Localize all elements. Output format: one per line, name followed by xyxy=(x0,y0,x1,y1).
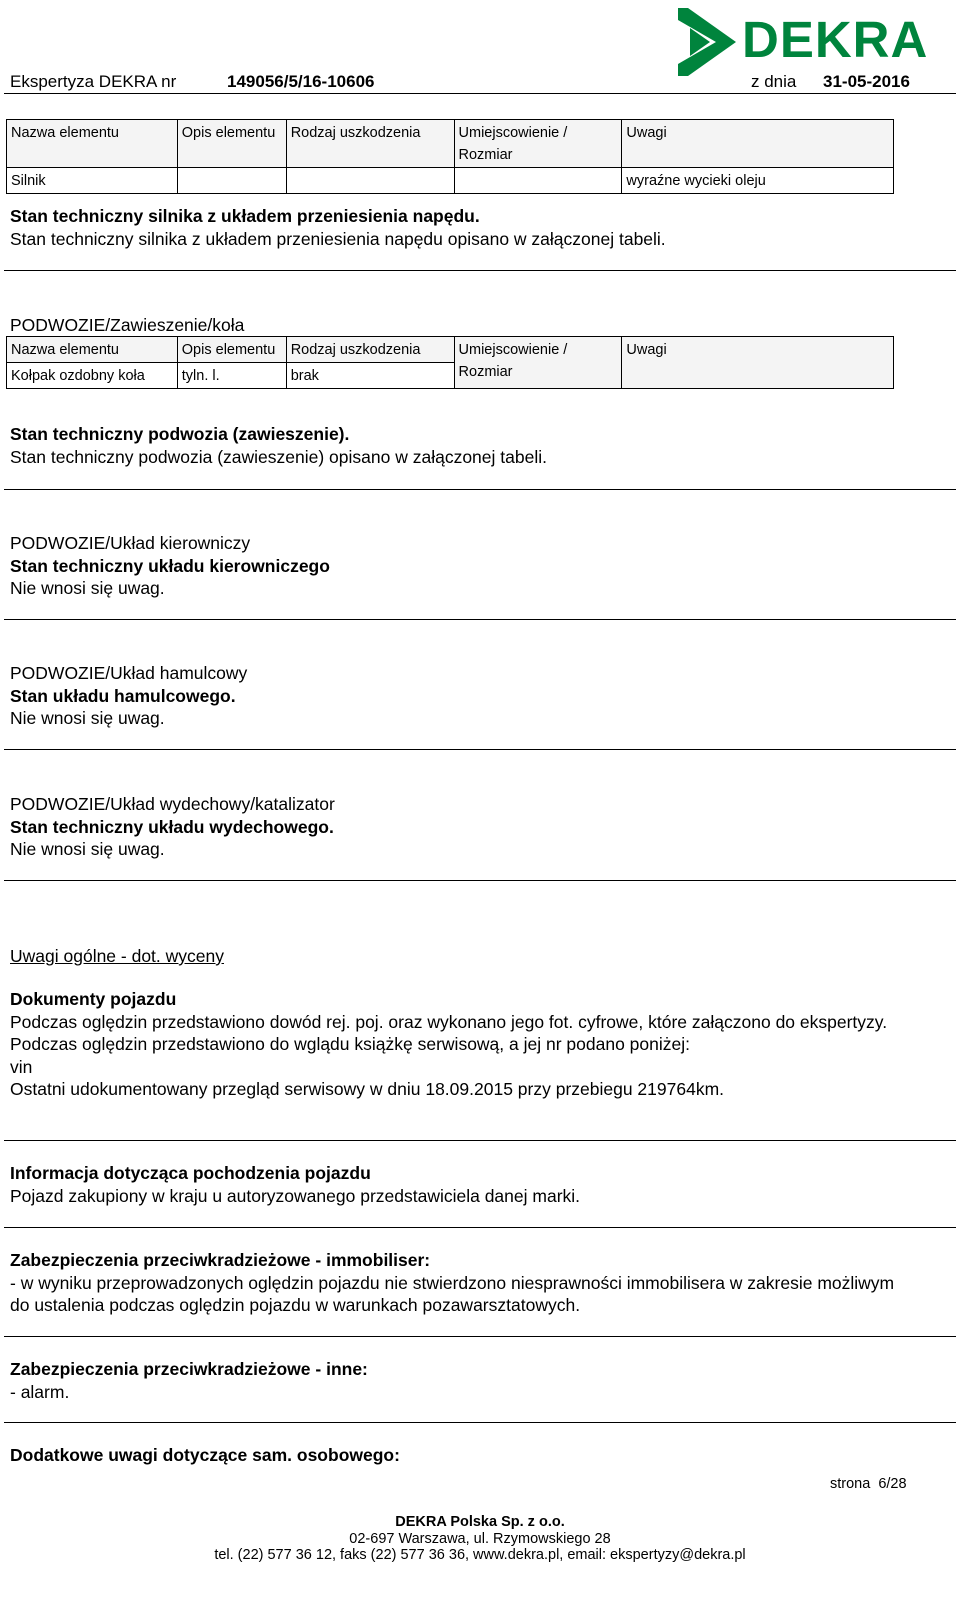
documents-text: Podczas oględzin przedstawiono dowód rej. poj. oraz wykonano jego fot. cyfrowe, które załączono do ekspertyzy. xyxy=(10,1011,888,1032)
header-divider xyxy=(4,93,956,94)
section-divider xyxy=(4,489,956,490)
section-divider xyxy=(4,1422,956,1423)
engine-text: Stan techniczny silnika z układem przeniesienia napędu opisano w załączonej tabeli. xyxy=(10,228,666,249)
brakes-heading: Stan układu hamulcowego. xyxy=(10,685,236,706)
table-cell xyxy=(177,168,286,194)
exhaust-heading: Stan techniczny układu wydechowego. xyxy=(10,816,334,837)
column-header: Opis elementu xyxy=(177,120,286,168)
antitheft-section xyxy=(10,1358,950,1403)
section-divider xyxy=(4,880,956,881)
exhaust-title: PODWOZIE/Układ wydechowy/katalizator xyxy=(10,794,335,814)
column-header: Opis elementu xyxy=(177,337,286,363)
expertise-number: 149056/5/16-10606 xyxy=(227,72,375,91)
origin-text: Pojazd zakupiony w kraju u autoryzowanego przedstawiciela danej marki. xyxy=(10,1185,581,1206)
footer-address: 02-697 Warszawa, ul. Rzymowskiego 28 xyxy=(349,1530,611,1547)
table-cell xyxy=(286,168,454,194)
column-header: Uwagi xyxy=(622,337,894,389)
general-title: Uwagi ogólne - dot. wyceny xyxy=(10,946,224,966)
column-header: Umiejscowienie / Rozmiar xyxy=(454,337,622,389)
steering-title: PODWOZIE/Układ kierowniczy xyxy=(10,533,251,553)
column-header: Rodzaj uszkodzenia xyxy=(286,337,454,363)
section-divider xyxy=(4,1336,956,1337)
table-cell xyxy=(454,168,622,194)
page-value: 6/28 xyxy=(878,1476,907,1492)
exhaust-text: Nie wnosi się uwag. xyxy=(10,839,165,859)
steering-section xyxy=(10,532,950,600)
dekra-logo xyxy=(676,6,930,76)
immobiliser-section xyxy=(10,1249,900,1317)
exhaust-section xyxy=(10,793,950,861)
column-header: Uwagi xyxy=(622,120,894,168)
immobiliser-text: - w wyniku przeprowadzonych oględzin pojazdu nie stwierdzono niesprawności immobilisera w zakresie możliwym do ustalenia podczas oględzin pojazdu w warunkach pozawarsztatowych. xyxy=(10,1272,895,1315)
extra-heading: Dodatkowe uwagi dotyczące sam. osobowego: xyxy=(10,1445,400,1465)
suspension-section xyxy=(10,423,950,468)
documents-section xyxy=(10,988,890,1101)
suspension-title: PODWOZIE/Zawieszenie/koła xyxy=(10,315,245,335)
immobiliser-heading: Zabezpieczenia przeciwkradzieżowe - immobiliser: xyxy=(10,1250,431,1270)
documents-heading: Dokumenty pojazdu xyxy=(10,989,177,1009)
dekra-logo-text: DEKRA xyxy=(742,11,929,68)
footer-contact: tel. (22) 577 36 12, faks (22) 577 36 36, www.dekra.pl, email: ekspertyzy@dekra.pl xyxy=(214,1547,746,1563)
brakes-title: PODWOZIE/Układ hamulcowy xyxy=(10,663,248,683)
table-header-row xyxy=(7,120,894,168)
table-cell: brak xyxy=(286,363,454,389)
table-cell: wyraźne wycieki oleju xyxy=(622,168,894,194)
section-divider xyxy=(4,619,956,620)
section-divider xyxy=(4,749,956,750)
table-cell: Silnik xyxy=(7,168,178,194)
engine-table xyxy=(6,119,894,194)
table-cell: Kołpak ozdobny koła xyxy=(7,363,178,389)
section-divider xyxy=(4,1140,956,1141)
brakes-section xyxy=(10,662,950,730)
steering-heading: Stan techniczny układu kierowniczego xyxy=(10,555,330,576)
header-label: Ekspertyza DEKRA nr xyxy=(10,72,177,91)
expertise-date: 31-05-2016 xyxy=(823,72,910,91)
documents-text: Podczas oględzin przedstawiono do wglądu książkę serwisową, a jej nr podano poniżej: xyxy=(10,1034,690,1054)
table-cell: tyln. l. xyxy=(177,363,286,389)
documents-text: vin xyxy=(10,1056,33,1077)
column-header: Umiejscowienie / Rozmiar xyxy=(454,120,622,168)
column-header: Nazwa elementu xyxy=(7,120,178,168)
origin-section xyxy=(10,1162,950,1207)
date-label: z dnia xyxy=(751,72,797,91)
page-label: strona xyxy=(830,1476,871,1492)
suspension-text: Stan techniczny podwozia (zawieszenie) opisano w załączonej tabeli. xyxy=(10,446,547,467)
steering-text: Nie wnosi się uwag. xyxy=(10,578,165,598)
antitheft-text: - alarm. xyxy=(10,1381,70,1402)
footer-company: DEKRA Polska Sp. z o.o. xyxy=(395,1514,565,1530)
column-header: Nazwa elementu xyxy=(7,337,178,363)
table-header-row xyxy=(7,337,894,363)
origin-heading: Informacja dotycząca pochodzenia pojazdu xyxy=(10,1163,371,1183)
section-divider xyxy=(4,270,956,271)
brakes-text: Nie wnosi się uwag. xyxy=(10,708,165,728)
engine-section xyxy=(10,205,950,250)
section-divider xyxy=(4,1227,956,1228)
antitheft-heading: Zabezpieczenia przeciwkradzieżowe - inne: xyxy=(10,1359,368,1379)
suspension-table xyxy=(6,336,894,389)
page-number xyxy=(830,1476,907,1492)
footer xyxy=(0,1514,960,1564)
documents-text: Ostatni udokumentowany przegląd serwisowy w dniu 18.09.2015 przy przebiegu 219764km. xyxy=(10,1079,725,1099)
column-header: Rodzaj uszkodzenia xyxy=(286,120,454,168)
engine-heading: Stan techniczny silnika z układem przeniesienia napędu. xyxy=(10,206,480,226)
table-row xyxy=(7,168,894,194)
suspension-heading: Stan techniczny podwozia (zawieszenie). xyxy=(10,424,350,444)
